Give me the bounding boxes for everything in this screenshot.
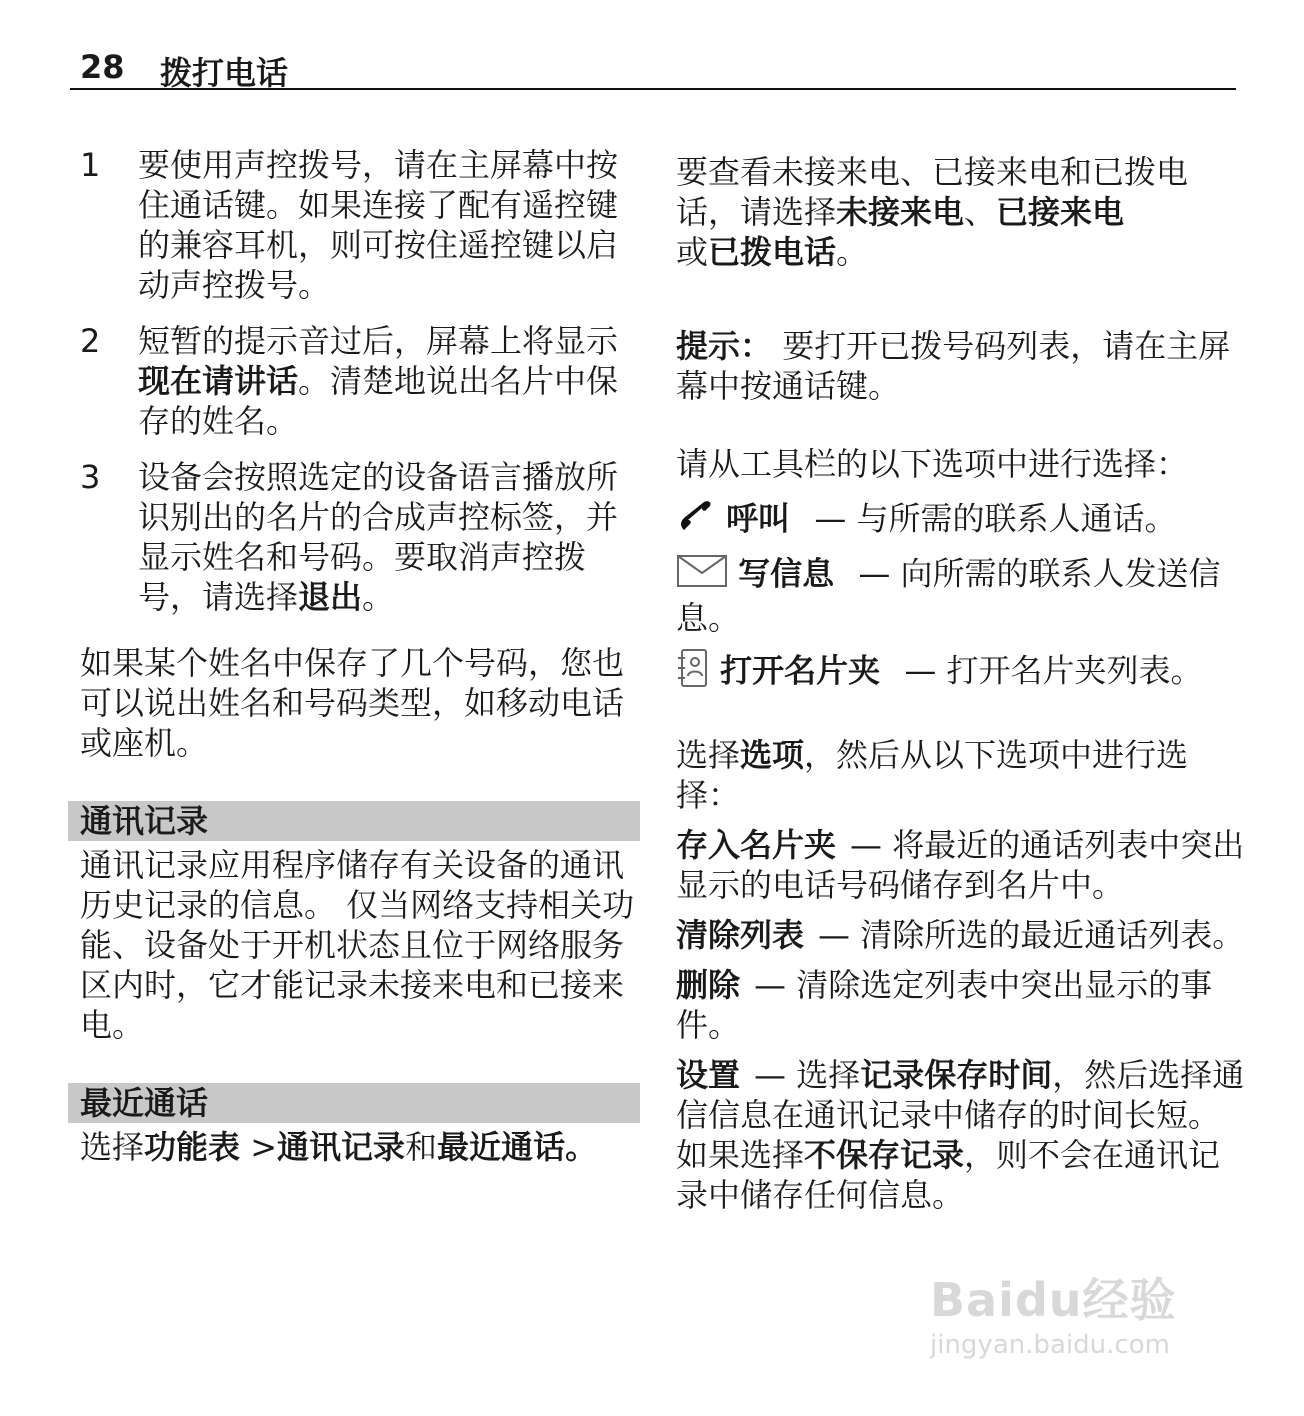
option-delete: 删除 — 清除选定列表中突出显示的事件。 bbox=[676, 966, 1213, 1044]
write-message-desc: — 向所需的联系人发送信息。 bbox=[676, 554, 1221, 637]
toolbar-item-call bbox=[676, 498, 1246, 543]
log-label: 通讯记录 bbox=[277, 1128, 406, 1166]
recent-label: 最近通 bbox=[437, 1128, 534, 1166]
speak-now-label: 现在请讲话 bbox=[138, 362, 299, 400]
call-label: 呼叫 bbox=[726, 499, 791, 538]
step-number: 2 bbox=[80, 322, 101, 360]
watermark-url: jingyan.baidu.com bbox=[930, 1330, 1170, 1360]
toolbar-item-open-contacts bbox=[676, 648, 1246, 697]
call-desc: — 与所需的联系人通话。 bbox=[814, 499, 1177, 538]
open-contacts-desc: — 打开名片夹列表。 bbox=[904, 651, 1203, 690]
phone-handset-icon bbox=[676, 498, 716, 543]
received-calls-label: 已接来电 bbox=[996, 193, 1125, 231]
write-message-label: 写信息 bbox=[738, 554, 835, 593]
chapter-title: 拨打电话 bbox=[160, 54, 289, 92]
step-number: 1 bbox=[80, 146, 101, 184]
envelope-icon bbox=[676, 553, 728, 598]
view-calls-paragraph: 要查看未接来电、已接来电和已拨电话，请选择未接来电、已接来电 或已拨电话。 bbox=[676, 153, 1189, 271]
tip-paragraph bbox=[676, 326, 1246, 406]
page-number: 28 bbox=[80, 48, 125, 86]
step-text-tail: 。清楚地说出名片中保存的姓名。 bbox=[138, 362, 619, 440]
tip-text: 要打开已拨号码列表，请在主屏幕中按通话键。 bbox=[676, 327, 1231, 405]
voice-dial-steps bbox=[80, 145, 640, 617]
watermark-logo: Baidu经验 bbox=[930, 1273, 1177, 1327]
contacts-book-icon bbox=[676, 648, 710, 697]
step-number: 3 bbox=[80, 458, 101, 496]
open-contacts-label: 打开名片夹 bbox=[720, 651, 881, 690]
menu-label: 功能表 bbox=[144, 1128, 241, 1166]
toolbar-intro: 请从工具栏的以下选项中进行选择： bbox=[676, 445, 1189, 483]
right-column bbox=[676, 152, 1246, 1215]
section-title-call-log: 通讯记录 bbox=[68, 801, 640, 841]
option-settings: 设置 — 选择记录保存时间，然后选择通信信息在通讯记录中储存的时间长短。 如果选择不保存记录，则不会在通讯记录中储存任何信息。 bbox=[676, 1056, 1245, 1214]
path-arrow: > bbox=[250, 1128, 278, 1166]
option-save-to-contacts: 存入名片夹 — 将最近的通话列表中突出显示的电话号码储存到名片中。 bbox=[676, 826, 1245, 904]
missed-calls-label: 未接来电 bbox=[836, 193, 965, 231]
option-clear-list: 清除列表 — 清除所选的最近通话列表。 bbox=[676, 916, 1245, 954]
left-column bbox=[80, 145, 640, 1167]
dialed-calls-label: 已拨电话 bbox=[708, 233, 837, 271]
step-text: 要使用声控拨号，请在主屏幕中按住通话键。如果连接了配有遥控键的兼容耳机，则可按住遥控键以启动声控拨号。 bbox=[138, 146, 619, 304]
no-log-label: 不保存记录 bbox=[804, 1136, 965, 1174]
recent-calls-path: 选择功能表 >通讯记录和最近通话。 bbox=[80, 1128, 598, 1166]
call-log-body: 通讯记录应用程序储存有关设备的通讯历史记录的信息。 仅当网络支持相关功能、设备处于开机状态且位于网络服务区内时，它才能记录未接来电和已接来电。 bbox=[80, 846, 635, 1044]
baidu-watermark bbox=[930, 1275, 1230, 1375]
page-header bbox=[70, 44, 1236, 90]
step-item bbox=[80, 457, 640, 617]
options-intro: 选择选项，然后从以下选项中进行选择： bbox=[676, 736, 1189, 814]
options-label: 选项 bbox=[740, 736, 805, 774]
retention-label: 记录保存时间 bbox=[860, 1056, 1053, 1094]
section-title-recent-calls: 最近通话 bbox=[68, 1083, 640, 1123]
toolbar-item-write-message bbox=[676, 553, 1246, 638]
step-text: 短暂的提示音过后，屏幕上将显示 bbox=[138, 322, 619, 360]
step-item bbox=[80, 321, 640, 441]
multi-number-note: 如果某个姓名中保存了几个号码，您也可以说出姓名和号码类型，如移动电话或座机。 bbox=[80, 644, 625, 762]
step-text-tail: 。 bbox=[362, 578, 395, 616]
tip-label: 提示： bbox=[676, 327, 773, 365]
step-item bbox=[80, 145, 640, 305]
step-text: 设备会按照选定的设备语言播放所识别出的名片的合成声控标签，并显示姓名和号码。要取消声控拨号，请选择 bbox=[138, 458, 619, 616]
exit-label: 退出 bbox=[298, 578, 363, 616]
